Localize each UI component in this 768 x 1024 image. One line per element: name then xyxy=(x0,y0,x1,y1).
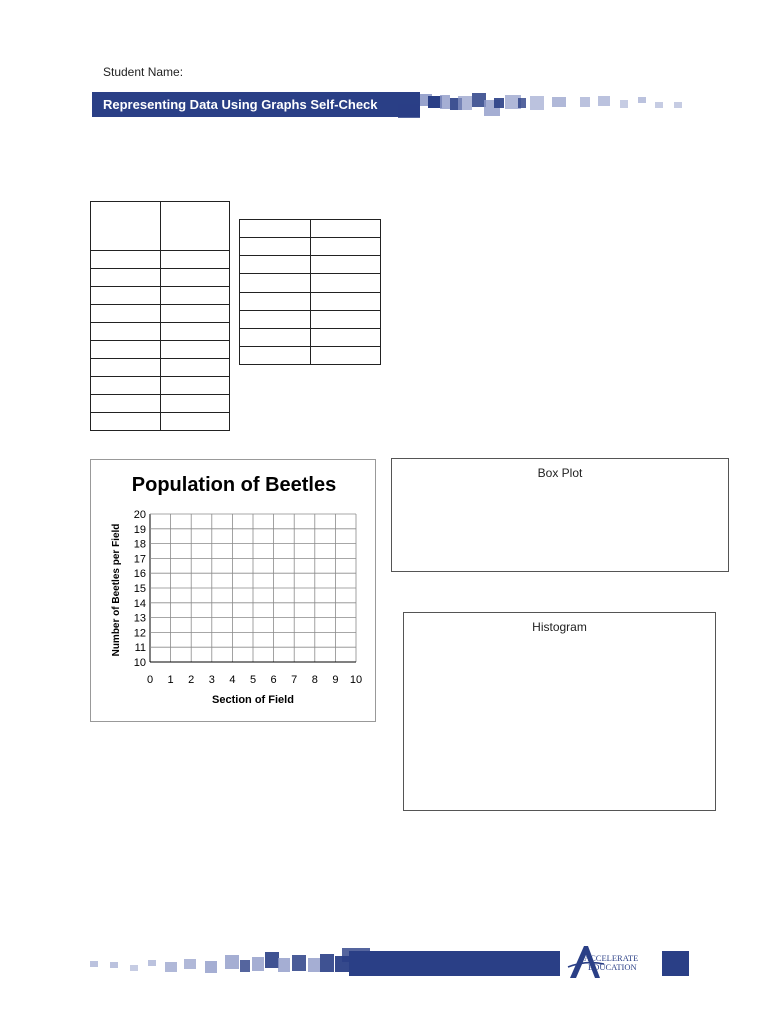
y-tick-label: 11 xyxy=(134,642,146,655)
decorative-square xyxy=(674,102,682,108)
y-tick-label: 14 xyxy=(133,597,146,610)
table-cell xyxy=(310,256,381,274)
table-cell xyxy=(240,274,311,292)
table-cell xyxy=(310,274,381,292)
box-plot-panel xyxy=(391,458,729,572)
data-table-right xyxy=(239,219,381,365)
table-row xyxy=(91,202,230,251)
table-cell xyxy=(160,341,230,359)
table-cell xyxy=(160,377,230,395)
table-cell xyxy=(310,238,381,256)
decorative-square xyxy=(130,965,138,971)
decorative-square xyxy=(655,102,663,108)
decorative-square xyxy=(518,98,526,108)
decorative-square xyxy=(184,959,196,969)
x-tick-label: 5 xyxy=(249,674,257,686)
table-row xyxy=(91,341,230,359)
table-cell xyxy=(310,347,381,365)
table-cell xyxy=(91,202,161,251)
box-plot-title: Box Plot xyxy=(537,466,583,480)
beetle-chart-svg xyxy=(91,460,377,723)
table-cell xyxy=(160,323,230,341)
x-tick-label: 7 xyxy=(291,674,298,686)
table-row xyxy=(91,395,230,413)
table-cell xyxy=(91,413,161,431)
decorative-square xyxy=(292,955,306,971)
y-tick-label: 20 xyxy=(133,509,146,521)
table-row xyxy=(91,269,230,287)
table-cell xyxy=(91,359,161,377)
table-row xyxy=(91,359,230,377)
decorative-square xyxy=(308,958,320,972)
table-cell xyxy=(160,413,230,431)
x-tick-label: 0 xyxy=(146,674,154,686)
x-tick-label: 2 xyxy=(188,674,195,686)
logo-text xyxy=(584,954,638,972)
table-cell xyxy=(160,251,230,269)
table-cell xyxy=(240,310,311,328)
table-cell xyxy=(240,220,311,238)
x-axis-label: Section of Field xyxy=(212,694,294,706)
accelerate-education-logo xyxy=(566,942,662,982)
y-tick-label: 19 xyxy=(133,523,146,536)
decorative-square xyxy=(252,957,264,971)
table-cell xyxy=(91,341,161,359)
table-cell xyxy=(160,287,230,305)
table-cell xyxy=(240,256,311,274)
decorative-square xyxy=(620,100,628,108)
logo-line1: ACCELERATE xyxy=(584,953,639,963)
table-cell xyxy=(310,310,381,328)
chart-grid xyxy=(150,514,356,662)
table-cell xyxy=(310,292,381,310)
table-cell xyxy=(160,202,230,251)
table-row xyxy=(240,274,381,292)
table-cell xyxy=(240,238,311,256)
table-cell xyxy=(91,305,161,323)
y-tick-label: 13 xyxy=(133,612,146,625)
decorative-square xyxy=(205,961,217,973)
y-tick-label: 12 xyxy=(133,627,146,640)
x-tick-label: 4 xyxy=(229,674,236,686)
decorative-square xyxy=(90,961,98,967)
table-cell xyxy=(310,328,381,346)
x-tick-label: 10 xyxy=(349,674,363,686)
table-cell xyxy=(160,305,230,323)
table-row xyxy=(91,413,230,431)
table-cell xyxy=(240,292,311,310)
beetle-chart xyxy=(90,459,376,722)
x-tick-label: 3 xyxy=(208,674,215,686)
y-tick-label: 18 xyxy=(133,538,146,551)
logo-line2: EDUCATION xyxy=(588,962,637,972)
decorative-square xyxy=(580,97,590,107)
decorative-square xyxy=(398,104,420,118)
table-row xyxy=(240,256,381,274)
table-row xyxy=(240,292,381,310)
table-cell xyxy=(91,287,161,305)
x-tick-label: 8 xyxy=(311,674,318,686)
data-table-left xyxy=(90,201,230,431)
table-row xyxy=(91,305,230,323)
decorative-square xyxy=(458,96,472,110)
decorative-square xyxy=(110,962,118,968)
table-cell xyxy=(160,395,230,413)
y-tick-label: 16 xyxy=(133,568,146,581)
y-tick-label: 10 xyxy=(133,657,146,669)
table-cell xyxy=(91,377,161,395)
decorative-square xyxy=(265,952,279,968)
footer-corner-block xyxy=(662,951,689,976)
footer-banner xyxy=(349,951,560,976)
x-tick-label: 1 xyxy=(167,674,174,686)
table-row xyxy=(240,310,381,328)
table-row xyxy=(240,238,381,256)
table-cell xyxy=(240,347,311,365)
histogram-title: Histogram xyxy=(532,620,587,634)
table-row xyxy=(240,328,381,346)
decorative-square xyxy=(530,96,544,110)
decorative-square xyxy=(240,960,250,972)
decorative-square xyxy=(552,97,566,107)
table-cell xyxy=(160,359,230,377)
table-cell xyxy=(310,220,381,238)
table-row xyxy=(91,287,230,305)
x-tick-label: 9 xyxy=(332,674,339,686)
table-cell xyxy=(91,269,161,287)
chart-title: Population of Beetles xyxy=(131,474,337,496)
decorative-square xyxy=(494,98,504,108)
x-axis-ticks xyxy=(147,674,362,686)
decorative-square xyxy=(148,960,156,966)
table-cell xyxy=(160,269,230,287)
decorative-square xyxy=(638,97,646,103)
table-row xyxy=(91,323,230,341)
decorative-square xyxy=(165,962,177,972)
page-title: Representing Data Using Graphs Self-Check xyxy=(103,97,378,112)
table-cell xyxy=(91,251,161,269)
decorative-square xyxy=(225,955,239,969)
y-tick-label: 17 xyxy=(133,553,146,566)
y-tick-label: 15 xyxy=(133,583,146,595)
decorative-square xyxy=(278,958,290,972)
table-cell xyxy=(91,395,161,413)
table-row xyxy=(91,377,230,395)
table-row xyxy=(240,220,381,238)
decorative-square xyxy=(320,954,334,972)
y-axis-ticks xyxy=(134,509,146,669)
student-name-label: Student Name: xyxy=(103,65,184,79)
x-tick-label: 6 xyxy=(270,674,277,686)
table-row xyxy=(240,347,381,365)
decorative-square xyxy=(598,96,610,106)
table-cell xyxy=(91,323,161,341)
decorative-square xyxy=(440,95,450,109)
y-axis-label: Number of Beetles per Field xyxy=(111,523,122,657)
histogram-panel xyxy=(403,612,716,811)
table-row xyxy=(91,251,230,269)
table-cell xyxy=(240,328,311,346)
